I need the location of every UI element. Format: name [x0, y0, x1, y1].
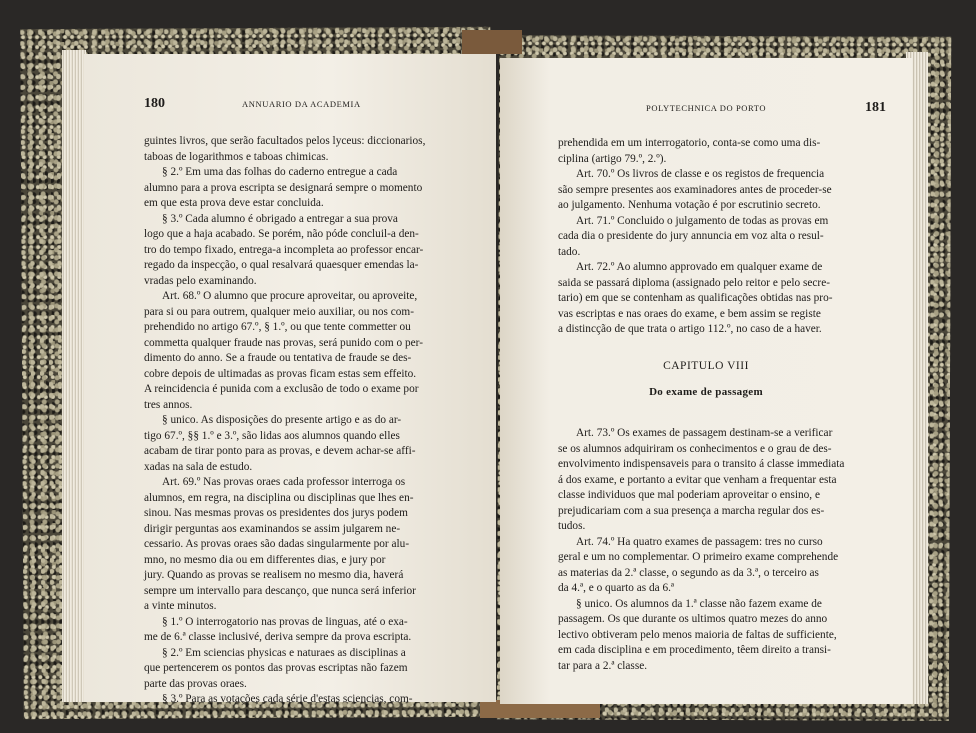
- page-edges-left: [62, 50, 86, 702]
- right-page-body-bottom: [558, 426, 858, 674]
- text-line: tudos.: [558, 520, 586, 532]
- text-line: Art. 69.º Nas provas oraes cada professor interroga os: [162, 476, 406, 488]
- text-line: vradas pelo examinando.: [144, 274, 257, 287]
- text-line: jury. Quando as provas se realisem no mesmo dia, haverá: [144, 569, 404, 581]
- text-line: se os alumnos adquiriram os conhecimentos e o grau de des-: [558, 442, 832, 455]
- text-line: saida se passará diploma (assignado pelo reitor e pelo secre-: [558, 276, 830, 289]
- section-heading: Do exame de passagem: [649, 386, 763, 398]
- text-line: cada dia o presidente do jury annuncia em voz alta o resul-: [558, 230, 824, 242]
- text-line: que pertencerem os pontos das provas escriptas não fazem: [144, 662, 408, 674]
- text-line: commetta qualquer fraude nas provas, será punido com o per-: [144, 336, 423, 349]
- text-line: alumno para a prova escripta se designará sempre o momento: [144, 181, 423, 194]
- text-line: regado da inspecção, o qual resalvará quaesquer emendas la-: [144, 259, 419, 271]
- text-line: tres annos.: [144, 398, 193, 411]
- text-line: ciplina (artigo 79.º, 2.º).: [558, 152, 667, 165]
- text-line: prejudicariam com a sua presença a marcha regular dos es-: [558, 504, 825, 517]
- text-line: prehendida em um interrogatorio, conta-se como uma dis-: [558, 137, 821, 149]
- text-line: passagem. Os que durante os ultimos quatro mezes do anno: [558, 613, 828, 625]
- text-line: taboas de logarithmos e taboas chimicas.: [144, 150, 329, 163]
- text-line: A reincidencia é punida com a exclusão de todo o exame por: [144, 383, 419, 395]
- text-line: á dos exame, e portanto a evitar que venham a frequentar esta: [558, 473, 837, 486]
- text-line: sinou. Nas mesmas provas os presidentes dos jurys podem: [144, 507, 408, 519]
- text-line: as materias da 2.ª classe, o segundo as da 3.ª, o terceiro as: [558, 566, 819, 579]
- running-head: ANNUARIO DA ACADEMIA: [242, 99, 361, 109]
- text-line: cessario. As provas oraes são dadas singularmente por alu-: [144, 538, 410, 550]
- text-line: § unico. As disposições do presente artigo e as do ar-: [162, 414, 402, 426]
- text-line: prehendido no artigo 67.º, § 1.º, ou que tente commetter ou: [144, 321, 411, 333]
- text-line: para si ou para outrem, qualquer meio auxiliar, ou nos com-: [144, 305, 414, 318]
- text-line: § 2.º Em uma das folhas do caderno entregue a cada: [162, 166, 398, 178]
- text-line: § 3.º Cada alumno é obrigado a entregar a sua prova: [162, 212, 398, 225]
- right-page-body-top: [558, 136, 858, 338]
- text-line: em que esta prova deve estar concluida.: [144, 197, 324, 209]
- text-line: Art. 68.º O alumno que procure aproveitar, ou aproveite,: [162, 290, 418, 302]
- text-line: tario) em que se contenham as qualificações obtidas nas pro-: [558, 292, 833, 304]
- text-line: parte das provas oraes.: [144, 677, 247, 690]
- text-line: são sempre presentes aos examinadores antes de proceder-se: [558, 183, 832, 196]
- text-line: § 3.º Para as votações cada série d'estas sciencias, com-: [162, 693, 413, 705]
- text-line: classe individuos que mal poderiam aproveitar o ensino, e: [558, 489, 820, 501]
- text-line: vas escriptas e nas oraes do exame, e bem assim se registe: [558, 307, 821, 320]
- text-line: cobre depois de ultimadas as provas ficam estas sem effeito.: [144, 367, 417, 380]
- left-page: [84, 54, 496, 705]
- text-line: § 2.º Em sciencias physicas e naturaes as disciplinas a: [162, 646, 406, 659]
- text-line: Art. 72.º Ao alumno approvado em qualquer exame de: [576, 261, 823, 273]
- text-line: tar para a 2.ª classe.: [558, 659, 648, 672]
- text-line: envolvimento indispensaveis para o transito á classe immediata: [558, 458, 845, 470]
- text-line: Art. 73.º Os exames de passagem destinam-se a verificar: [576, 427, 833, 439]
- running-head: POLYTECHNICA DO PORTO: [646, 103, 767, 113]
- text-line: em cada disciplina e em procedimento, têem direito a transi-: [558, 644, 831, 656]
- left-page-body: [144, 134, 446, 708]
- text-line: § unico. Os alumnos da 1.ª classe não fazem exame de: [576, 597, 822, 610]
- text-line: logo que a haja acabado. Se porém, não póde concluil-a den-: [144, 228, 419, 240]
- text-line: xadas na sala de estudo.: [144, 460, 253, 473]
- chapter-heading: CAPITULO VIII: [663, 360, 749, 372]
- text-line: guintes livros, que serão facultados pelos lyceus: diccionarios,: [144, 135, 426, 147]
- text-line: Art. 74.º Ha quatro exames de passagem: tres no curso: [576, 535, 823, 548]
- text-line: mno, no mesmo dia ou em differentes dias, e jury por: [144, 553, 386, 566]
- text-line: dimento do anno. Se a fraude ou tentativa de fraude se des-: [144, 352, 412, 364]
- text-line: alumnos, em regra, na disciplina ou disciplinas que lhes en-: [144, 491, 414, 504]
- right-page-header: [520, 102, 886, 118]
- text-line: Art. 71.º Concluido o julgamento de todas as provas em: [576, 214, 829, 227]
- left-page-header: [144, 98, 456, 114]
- text-line: tigo 67.º, §§ 1.º e 3.º, são lidas aos alumnos quando elles: [144, 429, 400, 442]
- right-page: [500, 58, 912, 704]
- book-spine-top: [462, 30, 522, 54]
- text-line: acabam de tirar ponto para as provas, e devem achar-se affi-: [144, 445, 416, 457]
- text-line: tro do tempo fixado, entrega-a incompleta ao professor encar-: [144, 243, 424, 256]
- text-line: tado.: [558, 245, 581, 258]
- page-number: 180: [144, 96, 165, 111]
- text-line: a distincção de que trata o artigo 112.º, no caso de a haver.: [558, 323, 822, 335]
- text-line: me de 6.ª classe inclusivé, deriva sempre da prova escripta.: [144, 631, 412, 643]
- page-number: 181: [865, 100, 886, 115]
- text-line: sempre um intervallo para descanço, que nunca será inferior: [144, 584, 416, 597]
- text-line: da 4.ª, e o quarto as da 6.ª: [558, 582, 675, 594]
- text-line: ao julgamento. Nenhuma votação é por escrutinio secreto.: [558, 199, 821, 211]
- text-line: lectivo obtiveram pelo menos maioria de faltas de sufficiente,: [558, 628, 837, 641]
- text-line: geral e um no complementar. O primeiro exame comprehende: [558, 551, 839, 563]
- text-line: dirigir perguntas aos examinandos se assim julgarem ne-: [144, 522, 401, 535]
- text-line: § 1.º O interrogatorio nas provas de linguas, até o exa-: [162, 615, 408, 628]
- text-line: Art. 70.º Os livros de classe e os registos de frequencia: [576, 168, 825, 180]
- text-line: a vinte minutos.: [144, 600, 217, 612]
